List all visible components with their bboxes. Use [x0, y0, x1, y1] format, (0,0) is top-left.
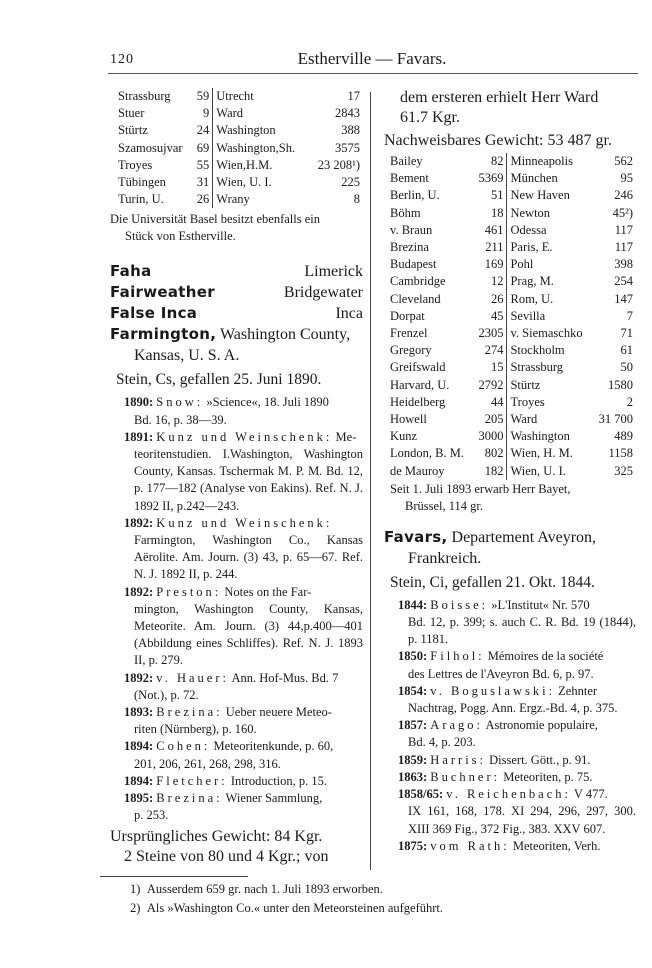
- reference-text: Mémoires de la société: [487, 649, 604, 664]
- weight-value: 82: [474, 153, 507, 170]
- literature-reference: [398, 838, 636, 855]
- collection-name: Strassburg: [510, 360, 564, 375]
- weight-value: 17: [347, 89, 360, 103]
- table-row: [390, 325, 636, 342]
- collection-name: Cambridge: [390, 274, 446, 289]
- table-row: [118, 122, 363, 139]
- literature-reference: [398, 752, 636, 769]
- footnote: [130, 880, 443, 899]
- entry-ref: Limerick: [304, 263, 363, 281]
- collection-name: Sevilla: [510, 308, 546, 323]
- collection-name: London, B. M.: [390, 446, 464, 461]
- weight-value: 26: [194, 191, 213, 208]
- collection-name: de Mauroy: [390, 463, 445, 478]
- weight-value: 3000: [474, 428, 507, 445]
- literature-reference: [124, 429, 363, 515]
- running-title: Estherville — Favars.: [297, 49, 447, 68]
- literature-reference: [398, 597, 636, 649]
- reference-year: 1850:: [398, 649, 428, 664]
- weight-value: 182: [474, 463, 507, 480]
- reference-text: Meteoriten, p. 75.: [503, 769, 593, 784]
- table-row: [390, 445, 636, 462]
- weight-value: 246: [614, 188, 633, 203]
- table-row: [390, 359, 636, 376]
- weight-value: 31 700: [598, 412, 633, 427]
- farmington-heading: [110, 324, 363, 366]
- entry-name: Farmington,: [110, 325, 217, 344]
- literature-reference: [398, 648, 636, 682]
- ward-note-line1: dem ersteren erhielt Herr Ward: [400, 89, 599, 106]
- table-row: [390, 411, 636, 428]
- footnote-rule: [100, 876, 248, 877]
- location-cont: Kansas, U. S. A.: [134, 347, 240, 365]
- weight-value: 169: [474, 256, 507, 273]
- collection-name: Odessa: [510, 222, 547, 237]
- entry-name: Fairweather: [110, 283, 215, 302]
- reference-text-cont: teoritenstudien. I.Washington, Washington County, Kansas. Tschermak M. P. M. Bd. 12, p. 177—182 (Analyse von Eakins). Ref. N. J. 1892 II, p.242—243.: [134, 447, 363, 513]
- weight-value: 225: [341, 175, 360, 190]
- collection-name: Strassburg: [118, 89, 171, 103]
- collection-name: Bement: [390, 171, 429, 186]
- literature-reference: [398, 717, 636, 751]
- weight-value: 325: [614, 463, 633, 478]
- weight-value: 51: [474, 187, 507, 204]
- collection-name: Minneapolis: [510, 154, 573, 168]
- weight-value: 45: [474, 308, 507, 325]
- table-row: [118, 140, 363, 157]
- entry-name: False Inca: [110, 304, 198, 323]
- collection-name: Wien, U. I.: [510, 463, 566, 478]
- table-row: [390, 222, 636, 239]
- reference-author: v. Hauer:: [156, 670, 229, 685]
- collection-name: Cleveland: [390, 291, 441, 306]
- collection-name: Wien, H. M.: [510, 446, 573, 461]
- weight-value: 45²): [612, 205, 633, 220]
- location: Departement Aveyron,: [451, 528, 597, 546]
- header-rule: [108, 73, 638, 74]
- reference-author: Boisse:: [430, 597, 489, 612]
- running-head: [108, 49, 636, 72]
- reference-year: 1875:: [398, 838, 428, 853]
- weight-value: 2792: [474, 377, 507, 394]
- reference-author: Brezina:: [156, 791, 223, 806]
- weight-value: 26: [474, 291, 507, 308]
- table-row: [390, 273, 636, 290]
- collection-name: Wien, U. I.: [216, 175, 272, 190]
- reference-text-cont: riten (Nürnberg), p. 160.: [134, 722, 257, 737]
- reference-author: Brezina:: [156, 705, 223, 720]
- weight-value: 205: [474, 411, 507, 428]
- weight-value: 59: [194, 88, 213, 105]
- reference-author: Arago:: [430, 718, 484, 733]
- reference-author: v. Boguslawski:: [430, 683, 556, 698]
- ward-note: [384, 88, 636, 128]
- table-row: [118, 191, 363, 208]
- collection-name: Ward: [510, 412, 538, 427]
- table-row: [390, 170, 636, 187]
- table-row: [390, 463, 636, 480]
- reference-author: v. Reichenbach:: [446, 787, 571, 802]
- reference-text: »L'Institut« Nr. 570: [491, 597, 590, 612]
- entry-ref: Inca: [335, 305, 363, 323]
- reference-author: Harris:: [430, 752, 487, 767]
- entry-ref: Bridgewater: [283, 284, 363, 302]
- reference-text-cont: Bd. 4, p. 203.: [408, 735, 476, 750]
- collection-name: Washington: [216, 123, 276, 138]
- table-row: [390, 187, 636, 204]
- location: Washington County,: [219, 326, 351, 344]
- weight-value: 55: [194, 157, 213, 174]
- table-row: [390, 205, 636, 222]
- collection-name: Washington: [510, 429, 570, 444]
- collection-name: Greifswald: [390, 360, 446, 375]
- footnotes: [130, 880, 443, 918]
- reference-text-cont: 201, 206, 261, 268, 298, 316.: [134, 756, 281, 771]
- weight-value: 1580: [608, 377, 633, 392]
- page-number: 120: [110, 52, 134, 67]
- reference-year: 1895:: [124, 791, 154, 806]
- collection-name: Böhm: [390, 205, 421, 220]
- reference-text-cont: Nachtrag, Pogg. Ann. Ergz.-Bd. 4, p. 375.: [408, 701, 618, 716]
- weight-value: 802: [474, 445, 507, 462]
- bayet-note-line1: Seit 1. Juli 1893 erwarb Herr Bayet,: [390, 481, 571, 496]
- farmington-collection-table: [390, 153, 636, 480]
- reference-author: Preston:: [156, 584, 222, 599]
- collection-name: Dorpat: [390, 308, 425, 323]
- reference-author: Cohen:: [156, 739, 211, 754]
- reference-text: »Science«, 18. Juli 1890: [206, 395, 329, 410]
- collection-name: Stürtz: [510, 377, 541, 392]
- collection-name: Wrany: [216, 192, 250, 207]
- table-row: [118, 105, 363, 122]
- favars-references: [384, 597, 636, 855]
- collection-name: Paris, E.: [510, 240, 553, 255]
- table-row: [390, 308, 636, 325]
- reference-text: Meteoritenkunde, p. 60,: [213, 739, 334, 754]
- weight-value: 562: [614, 154, 633, 168]
- weight-value: 147: [614, 291, 633, 306]
- weight-value: 5369: [474, 170, 507, 187]
- collection-name: New Haven: [510, 188, 570, 203]
- weight-value: 398: [614, 257, 633, 272]
- column-divider: [370, 92, 371, 870]
- collection-name: Pohl: [510, 257, 534, 272]
- reference-author: vom Rath:: [430, 838, 510, 853]
- footnote-text: Ausserdem 659 gr. nach 1. Juli 1893 erworben.: [146, 882, 383, 896]
- weight-value: 489: [614, 429, 633, 444]
- weight-value: 18: [474, 205, 507, 222]
- reference-text: Wiener Sammlung,: [225, 791, 323, 806]
- collection-name: Bailey: [390, 154, 423, 168]
- reference-year: 1894:: [124, 773, 154, 788]
- right-column: [384, 88, 636, 855]
- weight-value: 2843: [335, 106, 360, 121]
- collection-name: Troyes: [118, 157, 153, 172]
- literature-reference: [124, 790, 363, 824]
- collection-name: v. Siemaschko: [510, 326, 583, 341]
- reference-year: 1859:: [398, 752, 428, 767]
- reference-year: 1894:: [124, 739, 154, 754]
- proven-weight: Nachweisbares Gewicht: 53 487 gr.: [384, 132, 612, 149]
- favars-heading: [384, 527, 636, 569]
- weight-value: 15: [474, 359, 507, 376]
- weight-value: 117: [614, 222, 633, 237]
- table-row: [118, 157, 363, 174]
- collection-name: Washington,Sh.: [216, 140, 296, 155]
- reference-author: Kunz und Weinschenk:: [156, 515, 333, 530]
- literature-reference: [124, 584, 363, 670]
- weight-value: 50: [620, 360, 633, 375]
- reference-year: 1892:: [124, 515, 154, 530]
- table-row: [118, 88, 363, 105]
- weight-value: 71: [620, 326, 633, 341]
- table-row: [390, 291, 636, 308]
- weight-value: 7: [626, 308, 633, 323]
- entry-name: Faha: [110, 262, 152, 281]
- weight-value: 69: [194, 140, 213, 157]
- weight-value: 23 208¹): [317, 157, 360, 172]
- location-cont: Frankreich.: [408, 549, 482, 567]
- reference-text: Zehnter: [558, 683, 598, 698]
- cross-references: [110, 261, 363, 324]
- table-row: [390, 239, 636, 256]
- reference-text: Dissert. Gött., p. 91.: [489, 752, 591, 767]
- weight-value: 31: [194, 174, 213, 191]
- reference-text-cont: IX 161, 168, 178. XI 294, 296, 297, 300. XIII 369 Fig., 372 Fig., 383. XXV 607.: [408, 804, 636, 836]
- estherville-collection-table: [118, 88, 363, 208]
- collection-name: Troyes: [510, 394, 545, 409]
- reference-author: Filhol:: [430, 649, 485, 664]
- reference-text: Meteoriten, Verh.: [512, 838, 601, 853]
- reference-text: Astronomie populaire,: [485, 718, 598, 733]
- collection-name: Budapest: [390, 257, 437, 272]
- reference-author: Fletcher:: [156, 773, 228, 788]
- collection-name: Utrecht: [216, 89, 254, 103]
- literature-reference: [124, 394, 363, 428]
- weight-value: 9: [194, 105, 213, 122]
- reference-year: 1857:: [398, 718, 428, 733]
- reference-text-cont: des Lettres de l'Aveyron Bd. 6, p. 97.: [408, 666, 594, 681]
- reference-text-cont: p. 253.: [134, 808, 169, 823]
- collection-name: Stockholm: [510, 343, 565, 358]
- weight-value: 61: [620, 343, 633, 358]
- basel-note-line2: Stück von Estherville.: [125, 229, 236, 244]
- footnote-text: Als »Washington Co.« unter den Meteorsteinen aufgeführt.: [146, 901, 444, 915]
- reference-author: Snow:: [156, 395, 204, 410]
- table-row: [390, 153, 636, 170]
- literature-reference: [398, 786, 636, 838]
- reference-text: Me-: [335, 429, 357, 444]
- literature-reference: [398, 769, 636, 786]
- collection-name: Kunz: [390, 429, 418, 444]
- reference-year: 1863:: [398, 769, 428, 784]
- collection-name: Wien,H.M.: [216, 157, 273, 172]
- weight-value: 117: [614, 240, 633, 255]
- basel-note: [110, 211, 363, 245]
- collection-name: Tübingen: [118, 175, 166, 190]
- weight-value: 3575: [335, 140, 360, 155]
- reference-year: 1844:: [398, 597, 428, 612]
- original-weight: [110, 827, 363, 867]
- weight-value: 211: [474, 239, 507, 256]
- collection-name: Newton: [510, 205, 551, 220]
- literature-reference: [124, 704, 363, 738]
- reference-year: 1892:: [124, 670, 154, 685]
- fall-info: Stein, Ci, gefallen 21. Okt. 1844.: [390, 573, 595, 591]
- weight-value: 8: [353, 192, 360, 207]
- ward-note-line2: 61.7 Kgr.: [400, 109, 460, 126]
- weight-value: 274: [474, 342, 507, 359]
- literature-reference: [124, 670, 363, 704]
- table-row: [390, 428, 636, 445]
- collection-name: Gregory: [390, 343, 432, 358]
- footnote-mark: 1): [130, 882, 141, 896]
- weight-value: 95: [620, 171, 633, 186]
- reference-year: 1854:: [398, 683, 428, 698]
- entry-name: Favars,: [384, 527, 448, 546]
- collection-name: Frenzel: [390, 326, 428, 341]
- collection-name: Stürtz: [118, 123, 148, 138]
- table-row: [390, 342, 636, 359]
- reference-text-cont: mington, Washington County, Kansas, Meteorite. Am. Journ. (3) 44,p.400—401 (Abbildung eines Schliffes). Ref. N. J. 1893 II, p. 279.: [134, 601, 363, 668]
- reference-year: 1891:: [124, 429, 154, 444]
- weight-value: 24: [194, 122, 213, 139]
- reference-text-cont: Bd. 12, p. 399; s. auch C. R. Bd. 19 (1844), p. 1181.: [408, 615, 636, 647]
- cross-ref-fairweather: [110, 282, 363, 303]
- original-weight-line2: 2 Steine von 80 und 4 Kgr.; von: [124, 847, 329, 865]
- table-row: [390, 377, 636, 394]
- table-row: [390, 394, 636, 411]
- cross-ref-faha: [110, 261, 363, 282]
- collection-name: Heidelberg: [390, 394, 446, 409]
- footnote-mark: 2): [130, 901, 141, 915]
- farmington-references: [110, 394, 363, 824]
- literature-reference: [124, 515, 363, 584]
- reference-text: Ann. Hof-Mus. Bd. 7: [231, 670, 339, 685]
- original-weight-line1: Ursprüngliches Gewicht: 84 Kgr.: [110, 827, 323, 845]
- table-row: [390, 256, 636, 273]
- literature-reference: [124, 738, 363, 772]
- collection-name: Prag, M.: [510, 274, 554, 289]
- reference-text-cont: (Not.), p. 72.: [134, 687, 199, 702]
- weight-value: 388: [341, 123, 360, 138]
- weight-value: 44: [474, 394, 507, 411]
- reference-text: Introduction, p. 15.: [230, 773, 328, 788]
- reference-year: 1893:: [124, 705, 154, 720]
- literature-reference: [398, 683, 636, 717]
- collection-name: Szamosujvar: [118, 140, 183, 155]
- basel-note-line1: Die Universität Basel besitzt ebenfalls ein: [110, 212, 321, 227]
- fall-info: Stein, Cs, gefallen 25. Juni 1890.: [116, 371, 322, 389]
- cross-ref-false-inca: [110, 303, 363, 324]
- collection-name: Turin, U.: [118, 192, 164, 207]
- collection-name: v. Braun: [390, 222, 433, 237]
- bayet-note-line2: Brüssel, 114 gr.: [405, 498, 484, 513]
- collection-name: Stuer: [118, 106, 145, 121]
- collection-name: Rom, U.: [510, 291, 554, 306]
- footnote: [130, 899, 443, 918]
- reference-year: 1892:: [124, 584, 154, 599]
- weight-value: 1158: [608, 446, 633, 461]
- reference-author: Kunz und Weinschenk:: [156, 429, 333, 444]
- collection-name: Harvard, U.: [390, 377, 450, 392]
- collection-name: Berlin, U.: [390, 188, 440, 203]
- weight-value: 254: [614, 274, 633, 289]
- reference-text-cont: Farmington, Washington Co., Kansas Aërolite. Am. Journ. (3) 43, p. 65—67. Ref. N. J. 1892 II, p. 244.: [134, 533, 363, 582]
- table-row: [118, 174, 363, 191]
- reference-author: Buchner:: [430, 769, 501, 784]
- reference-year: 1858/65:: [398, 787, 444, 802]
- collection-name: München: [510, 171, 558, 186]
- collection-name: Brezina: [390, 240, 429, 255]
- collection-name: Ward: [216, 106, 244, 121]
- reference-text: V 477.: [573, 787, 608, 802]
- bayet-note: [384, 481, 636, 515]
- weight-value: 2: [626, 394, 633, 409]
- literature-reference: [124, 773, 363, 790]
- weight-value: 461: [474, 222, 507, 239]
- reference-text: Ueber neuere Meteo-: [225, 705, 332, 720]
- reference-year: 1890:: [124, 395, 154, 410]
- weight-value: 2305: [474, 325, 507, 342]
- weight-value: 12: [474, 273, 507, 290]
- reference-text: Notes on the Far-: [224, 584, 312, 599]
- reference-text-cont: Bd. 16, p. 38—39.: [134, 412, 227, 427]
- collection-name: Howell: [390, 412, 427, 427]
- left-column: [110, 88, 363, 867]
